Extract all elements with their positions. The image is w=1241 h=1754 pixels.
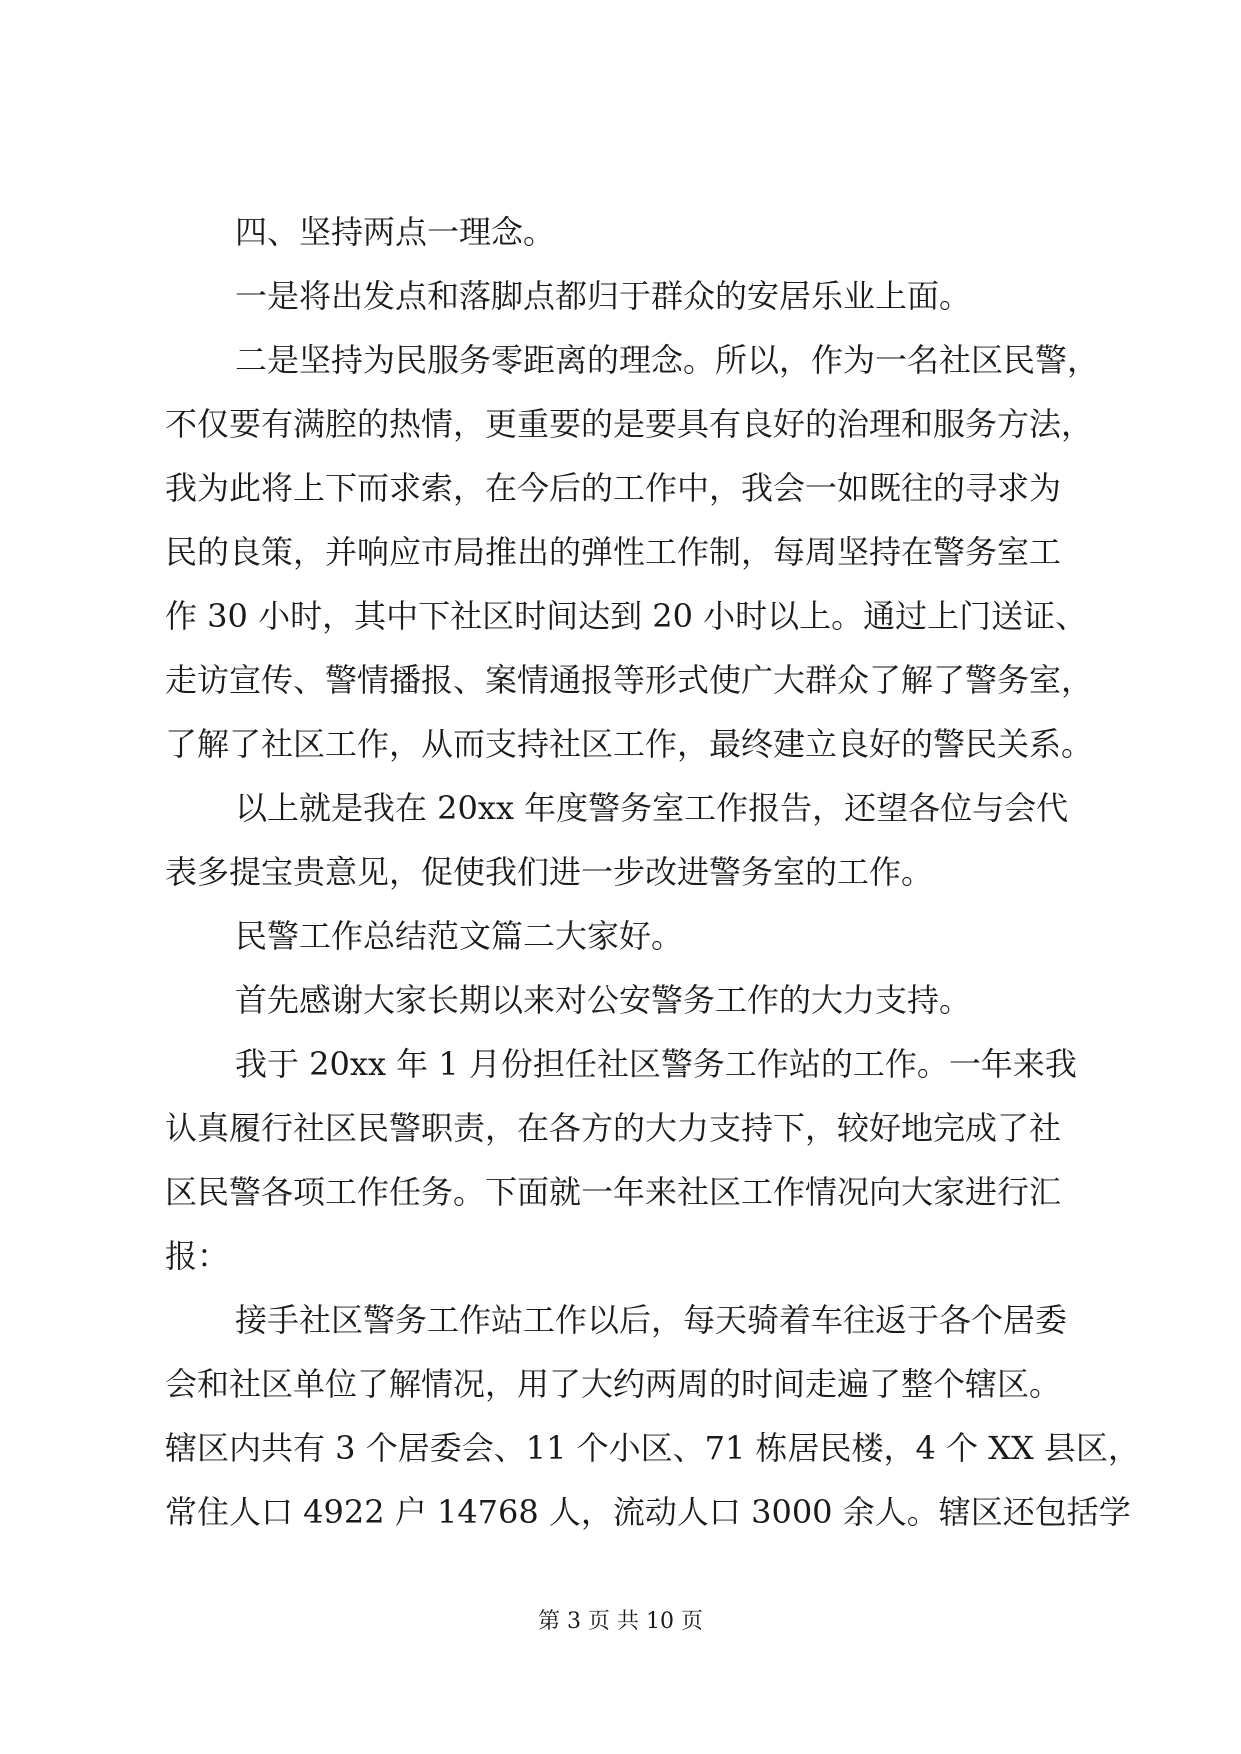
paragraph-line: 以上就是我在 20xx 年度警务室工作报告，还望各位与会代 — [235, 789, 1069, 827]
paragraph-line: 首先感谢大家长期以来对公安警务工作的大力支持。 — [235, 981, 972, 1019]
heading-section-four: 四、坚持两点一理念。 — [235, 213, 556, 251]
paragraph-line: 我于 20xx 年 1 月份担任社区警务工作站的工作。一年来我 — [235, 1045, 1077, 1083]
paragraph-line: 民的良策，并响应市局推出的弹性工作制，每周坚持在警务室工 — [165, 533, 1062, 571]
paragraph-line: 表多提宝贵意见，促使我们进一步改进警务室的工作。 — [165, 853, 934, 891]
paragraph-line: 我为此将上下而求索，在今后的工作中，我会一如既往的寻求为 — [165, 469, 1062, 507]
paragraph-line: 报： — [165, 1237, 230, 1275]
paragraph-line: 常住人口 4922 户 14768 人，流动人口 3000 余人。辖区还包括学 — [165, 1493, 1131, 1531]
paragraph-line: 认真履行社区民警职责，在各方的大力支持下，较好地完成了社 — [165, 1109, 1062, 1147]
paragraph-line: 不仅要有满腔的热情，更重要的是要具有良好的治理和服务方法， — [165, 405, 1094, 443]
paragraph-line: 一是将出发点和落脚点都归于群众的安居乐业上面。 — [235, 277, 972, 315]
paragraph-line: 了解了社区工作，从而支持社区工作，最终建立良好的警民关系。 — [165, 725, 1094, 763]
page-number-footer: 第 3 页 共 10 页 — [538, 1609, 703, 1634]
paragraph-line: 走访宣传、警情播报、案情通报等形式使广大群众了解了警务室， — [165, 661, 1094, 699]
paragraph-line: 民警工作总结范文篇二大家好。 — [235, 917, 684, 955]
paragraph-line: 作 30 小时，其中下社区时间达到 20 小时以上。通过上门送证、 — [165, 597, 1088, 635]
paragraph-line: 会和社区单位了解情况，用了大约两周的时间走遍了整个辖区。 — [165, 1365, 1062, 1403]
paragraph-line: 接手社区警务工作站工作以后，每天骑着车往返于各个居委 — [235, 1301, 1068, 1339]
paragraph-line: 辖区内共有 3 个居委会、11 个小区、71 栋居民楼，4 个 XX 县区， — [165, 1429, 1140, 1467]
paragraph-line: 区民警各项工作任务。下面就一年来社区工作情况向大家进行汇 — [165, 1173, 1062, 1211]
paragraph-line: 二是坚持为民服务零距离的理念。所以，作为一名社区民警， — [235, 341, 1100, 379]
